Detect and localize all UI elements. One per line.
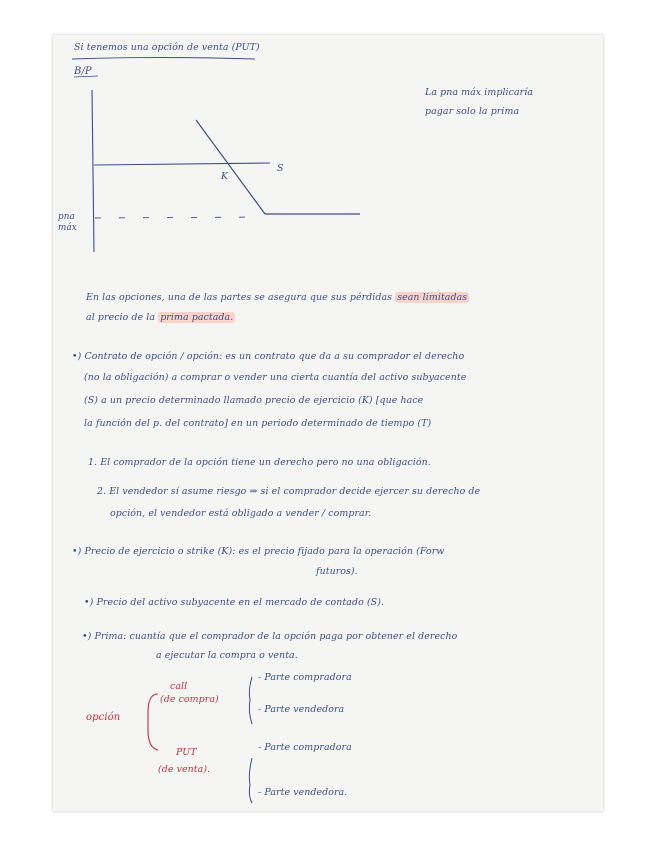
call-item-1: - Parte compradora <box>258 672 352 683</box>
tree-call-sub: (de compra) <box>160 694 219 705</box>
intro-line-1-a: En las opciones, una de las partes se asegura que sus pérdidas <box>86 292 393 303</box>
root-brace <box>148 694 158 750</box>
intro-line-2-a: al precio de la <box>86 312 156 323</box>
tree-put-sub: (de venta). <box>158 764 211 775</box>
point-1: 1. El comprador de la opción tiene un derecho pero no una obligación. <box>88 457 431 468</box>
tree-call: call <box>170 681 188 692</box>
max-loss-dashed <box>95 217 262 218</box>
put-brace <box>249 758 252 803</box>
strike-label: K <box>221 171 229 182</box>
contract-line-2: (no la obligación) a comprar o vender una cierta cuantía del activo subyacente <box>84 372 467 383</box>
put-item-1: - Parte compradora <box>258 742 352 753</box>
y-axis <box>92 90 94 252</box>
intro-line-1 <box>86 292 469 303</box>
intro-line-2 <box>86 312 235 323</box>
y-axis-label: B/P <box>74 66 92 77</box>
point-2-cont: opción, el vendedor está obligado a vender / comprar. <box>110 508 372 519</box>
title-underline <box>72 58 255 60</box>
call-item-2: - Parte vendedora <box>258 704 345 715</box>
x-axis <box>94 163 270 165</box>
strike-def-1: •) Precio de ejercicio o strike (K): es el precio fijado para la operación (Forw <box>72 546 445 557</box>
underlying-def: •) Precio del activo subyacente en el mercado de contado (S). <box>84 597 385 608</box>
intro-line-2-b: prima pactada. <box>160 312 234 323</box>
payoff-line <box>196 120 265 214</box>
strike-def-2: futuros). <box>316 566 358 577</box>
premium-def-2: a ejecutar la compra o venta. <box>156 650 298 661</box>
page-title: Si tenemos una opción de venta (PUT) <box>74 42 260 53</box>
note-line-2: pagar solo la prima <box>425 106 520 117</box>
tree-root: opción <box>86 712 121 723</box>
put-item-2: - Parte vendedora. <box>258 787 348 798</box>
spot-label: S <box>277 163 284 174</box>
contract-line-3: (S) a un precio determinado llamado precio de ejercicio (K) [que hace <box>84 395 424 406</box>
note-line-1: La pna máx implicaría <box>425 87 534 98</box>
contract-line-1: •) Contrato de opción / opción: es un contrato que da a su comprador el derecho <box>72 351 465 362</box>
point-2: 2. El vendedor sí asume riesgo ⇒ si el comprador decide ejercer su derecho de <box>97 486 481 497</box>
premium-def-1: •) Prima: cuantía que el comprador de la opción paga por obtener el derecho <box>82 631 458 642</box>
contract-line-4: la función del p. del contrato] en un periodo determinado de tiempo (T) <box>84 418 432 429</box>
min-label: pna máx <box>58 212 77 233</box>
intro-line-1-b: sean limitadas <box>397 292 468 303</box>
call-brace <box>249 677 252 724</box>
tree-put: PUT <box>176 747 197 758</box>
